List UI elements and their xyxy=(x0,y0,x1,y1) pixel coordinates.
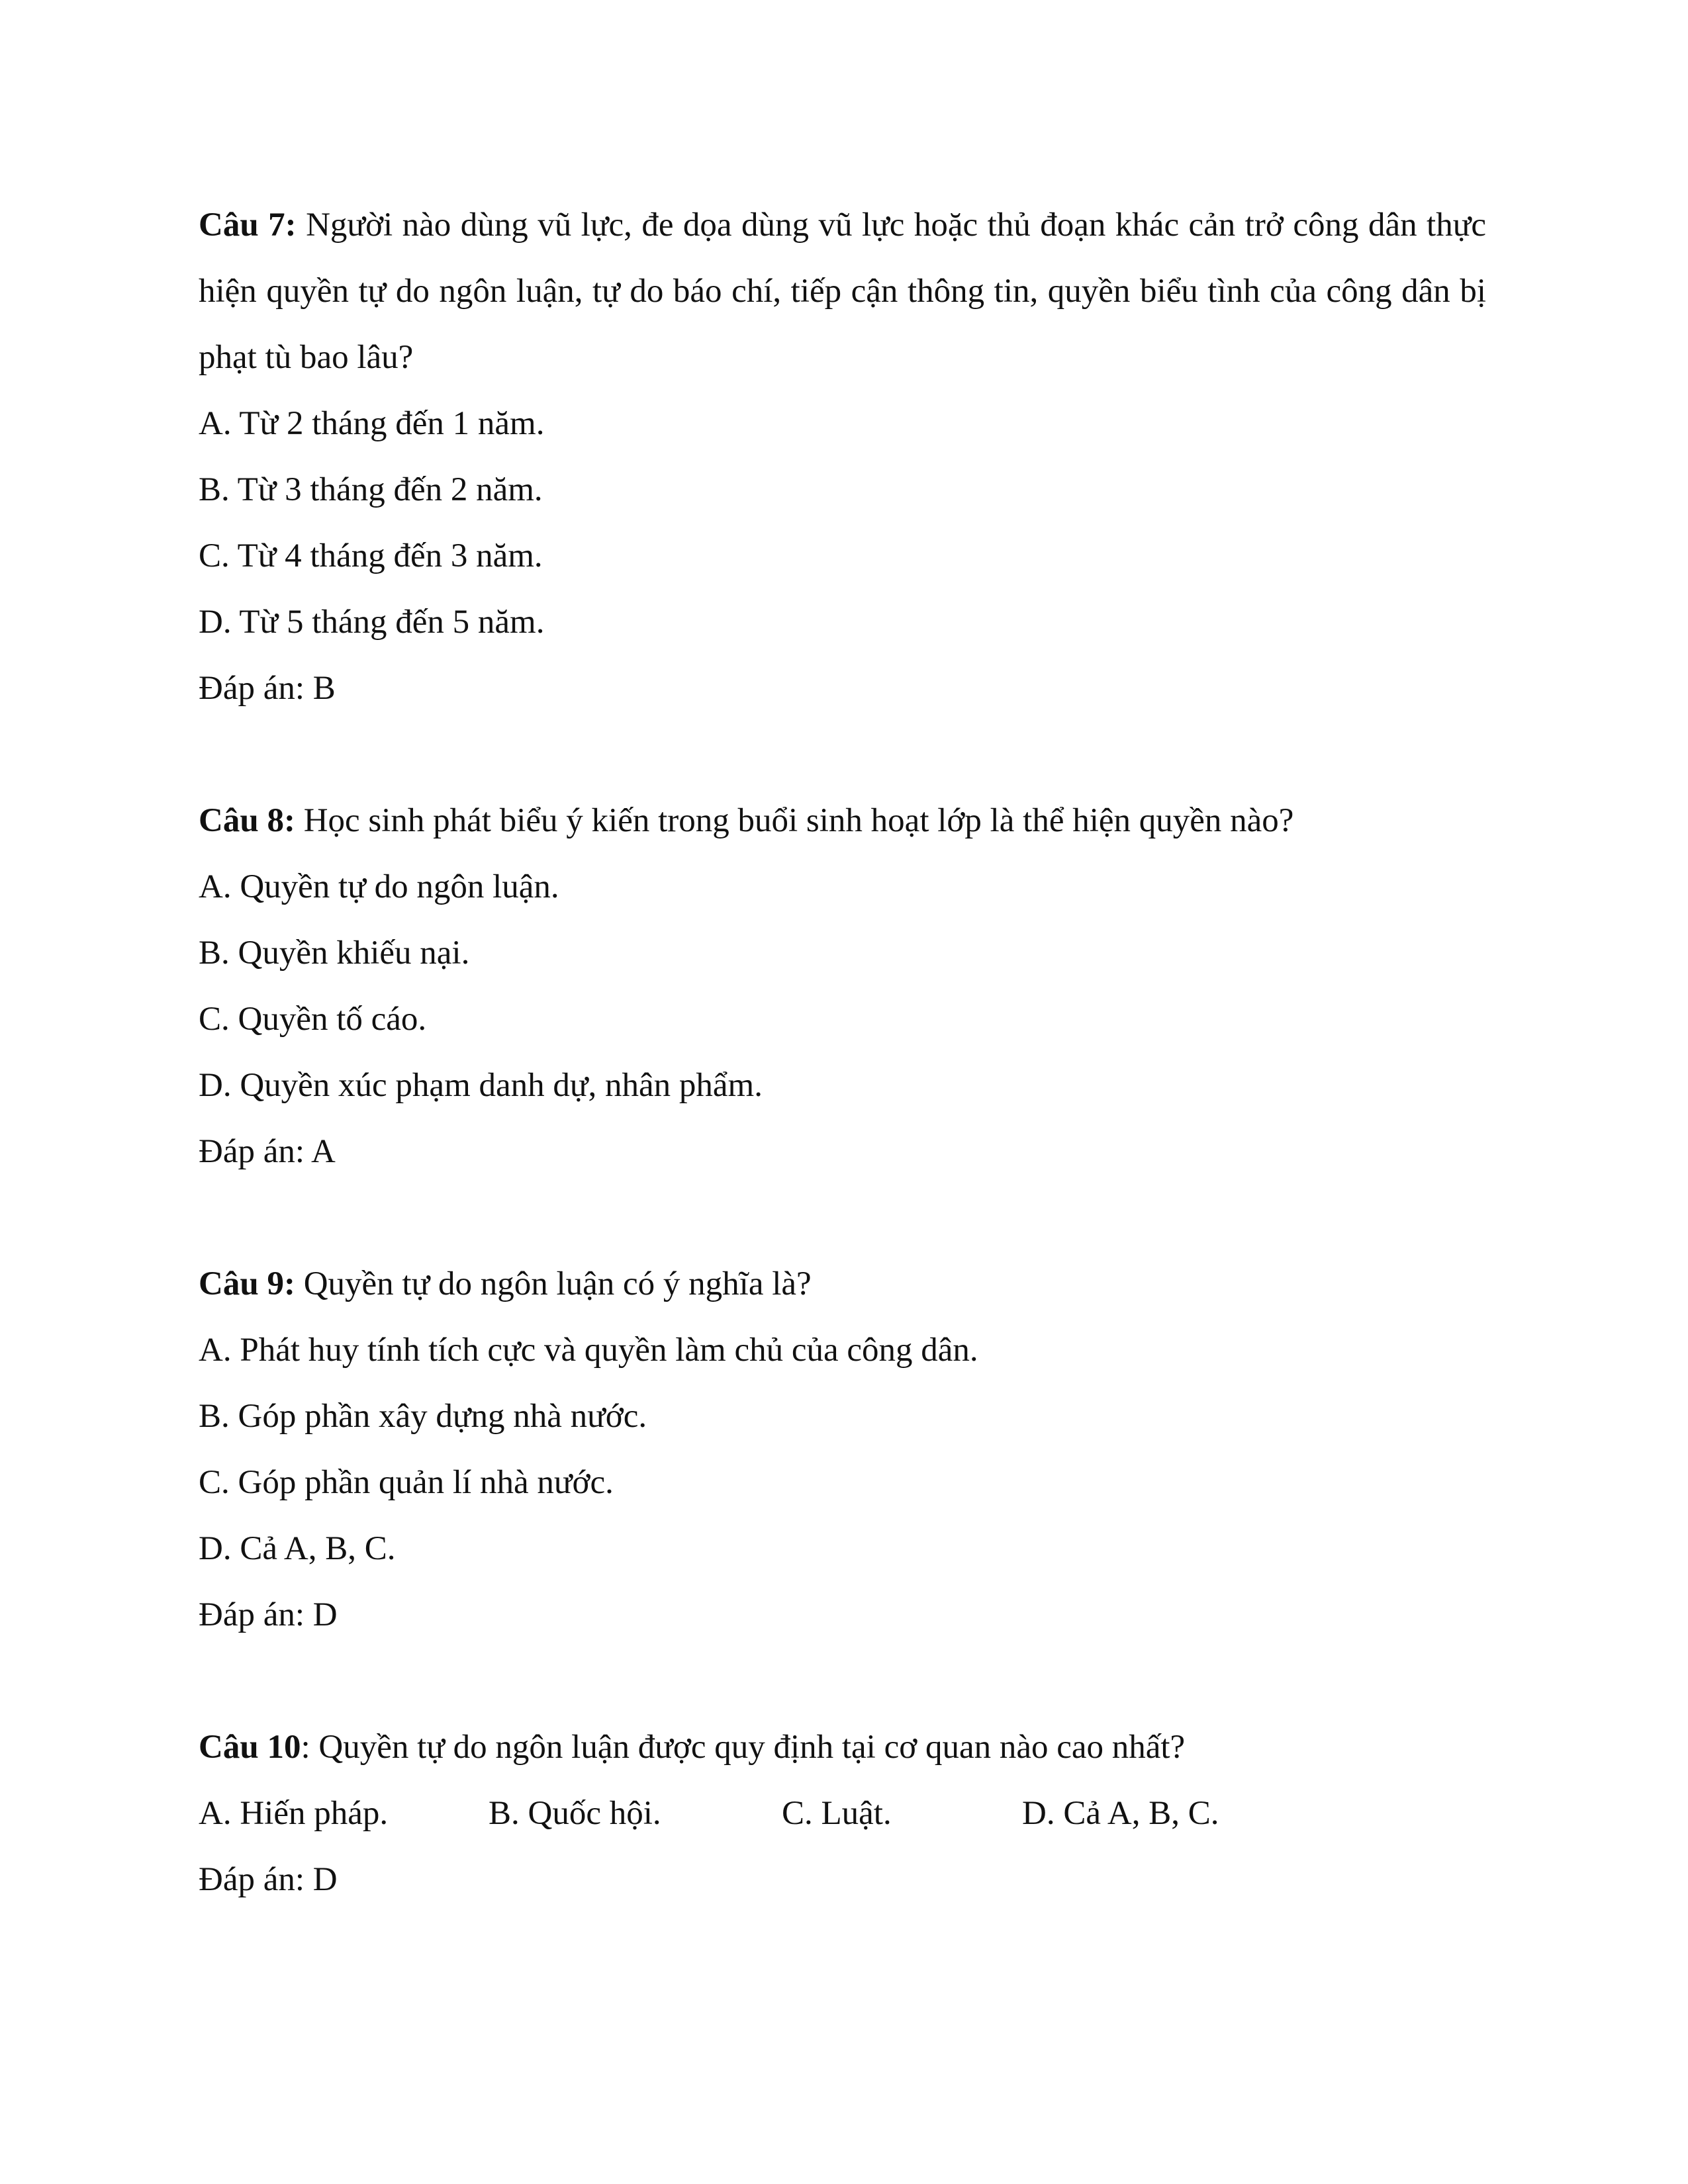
question-9 xyxy=(199,1251,1486,1648)
question-10-option-c: C. Luật. xyxy=(782,1795,892,1832)
question-8-option-a: A. Quyền tự do ngôn luận. xyxy=(199,868,559,905)
question-8-stem xyxy=(199,788,1486,854)
question-10-text: : Quyền tự do ngôn luận được quy định tại cơ quan nào cao nhất? xyxy=(301,1729,1186,1766)
question-8-label: Câu 8: xyxy=(199,802,295,839)
question-8-option-c: C. Quyền tố cáo. xyxy=(199,1001,427,1038)
question-7-label: Câu 7: xyxy=(199,206,297,244)
question-7-option-a: A. Từ 2 tháng đến 1 năm. xyxy=(199,405,545,442)
question-10-label: Câu 10 xyxy=(199,1729,301,1766)
question-8-option-d: D. Quyền xúc phạm danh dự, nhân phẩm. xyxy=(199,1067,763,1104)
question-9-text: Quyền tự do ngôn luận có ý nghĩa là? xyxy=(295,1265,812,1302)
question-10-options xyxy=(199,1780,1486,1846)
question-9-option-c: C. Góp phần quản lí nhà nước. xyxy=(199,1464,614,1501)
question-7-answer: Đáp án: B xyxy=(199,670,336,707)
question-9-label: Câu 9: xyxy=(199,1265,295,1302)
question-7-option-b: B. Từ 3 tháng đến 2 năm. xyxy=(199,471,543,508)
question-9-option-d: D. Cả A, B, C. xyxy=(199,1530,396,1567)
quiz-content xyxy=(199,192,1486,1979)
question-7-text: Người nào dùng vũ lực, đe dọa dùng vũ lực hoặc thủ đoạn khác cản trở công dân thực hiện quyền tự do ngôn luận, tự do báo chí, tiếp cận thông tin, quyền biểu tình của công dân bị phạt tù bao lâu? xyxy=(199,206,1486,376)
question-8-text: Học sinh phát biểu ý kiến trong buổi sinh hoạt lớp là thể hiện quyền nào? xyxy=(295,802,1294,839)
question-8-option-b: B. Quyền khiếu nại. xyxy=(199,934,470,972)
question-8 xyxy=(199,788,1486,1185)
question-9-stem xyxy=(199,1251,1486,1317)
question-10-stem xyxy=(199,1714,1486,1780)
question-7-option-c: C. Từ 4 tháng đến 3 năm. xyxy=(199,537,543,574)
question-9-option-b: B. Góp phần xây dựng nhà nước. xyxy=(199,1398,647,1435)
question-10-option-b: B. Quốc hội. xyxy=(489,1795,661,1832)
question-10-option-a: A. Hiến pháp. xyxy=(199,1795,389,1832)
question-10-option-d: D. Cả A, B, C. xyxy=(1022,1795,1219,1832)
question-7-stem xyxy=(199,192,1486,390)
question-10 xyxy=(199,1714,1486,1913)
question-10-answer: Đáp án: D xyxy=(199,1861,338,1898)
question-9-option-a: A. Phát huy tính tích cực và quyền làm chủ của công dân. xyxy=(199,1332,978,1369)
question-9-answer: Đáp án: D xyxy=(199,1596,338,1633)
question-7 xyxy=(199,192,1486,721)
question-7-option-d: D. Từ 5 tháng đến 5 năm. xyxy=(199,604,545,641)
question-8-answer: Đáp án: A xyxy=(199,1133,336,1170)
